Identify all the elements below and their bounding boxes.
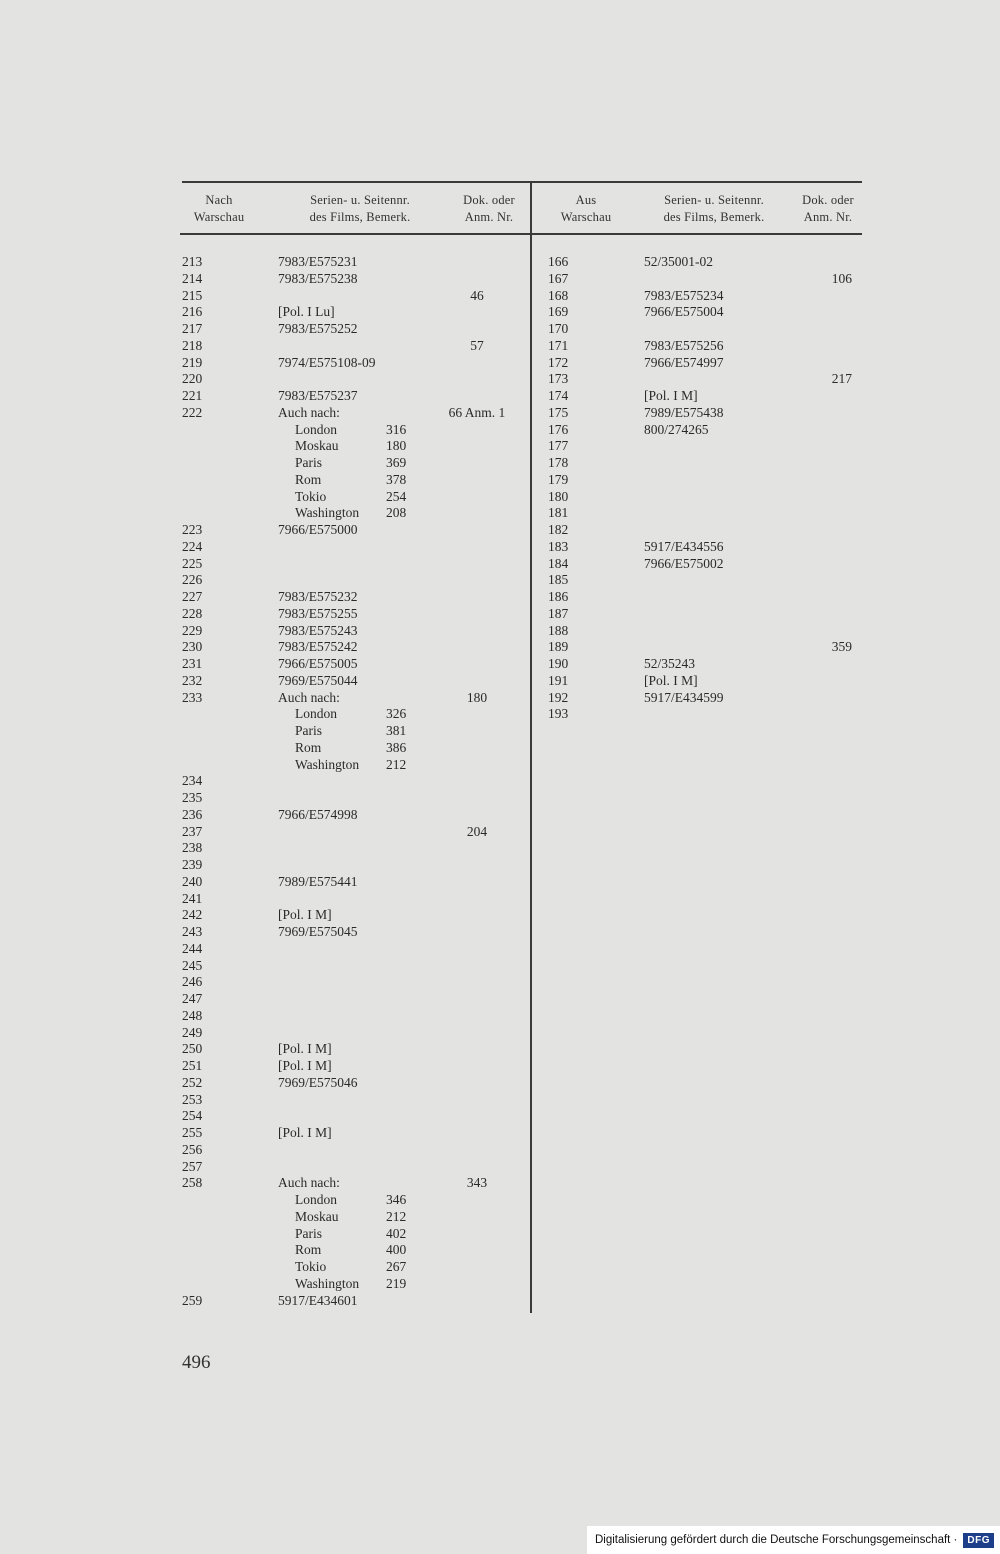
serien-nr: 7983/E575243 [278, 622, 358, 638]
table-row [0, 338, 1000, 355]
aus-number: 182 [548, 522, 569, 537]
table-row [0, 271, 1000, 288]
table-row [0, 639, 1000, 656]
aus-number: 191 [548, 672, 569, 688]
nach-number: 242 [182, 907, 203, 923]
serien-nr: 7966/E574998 [278, 806, 358, 822]
table-row [0, 656, 1000, 673]
city-name: Rom [295, 739, 322, 755]
serien-nr: 7966/E575005 [278, 656, 358, 671]
serien-nr-2: 800/274265 [644, 421, 709, 437]
table-row [0, 1041, 1000, 1058]
serien-nr: 7989/E575441 [278, 873, 358, 889]
nach-number: 258 [182, 1175, 203, 1191]
city-number: 180 [386, 438, 407, 454]
serien-nr-2: 52/35243 [644, 656, 696, 671]
table-row [0, 371, 1000, 388]
serien-nr-2: 52/35001-02 [644, 254, 713, 269]
serien-nr-2: [Pol. I M] [644, 672, 698, 688]
nach-number: 231 [182, 656, 203, 671]
table-row [0, 891, 1000, 908]
serien-nr-2: 7966/E575004 [644, 304, 724, 320]
header-aus [548, 192, 624, 226]
table-row [0, 740, 1000, 757]
table-row [0, 974, 1000, 991]
aus-number: 186 [548, 589, 569, 604]
aus-number: 179 [548, 471, 569, 487]
header-serien [278, 192, 442, 226]
table-row [0, 874, 1000, 891]
table-body [0, 254, 1000, 1309]
serien-nr-2: 7966/E574997 [644, 354, 724, 370]
aus-number: 189 [548, 639, 569, 655]
table-row [0, 1092, 1000, 1109]
table-row [0, 288, 1000, 305]
table-row [0, 773, 1000, 790]
dok-nr-2: 359 [831, 639, 852, 655]
table-row [0, 522, 1000, 539]
city-name: Tokio [295, 488, 327, 504]
nach-number: 250 [182, 1041, 203, 1057]
table-row [0, 1058, 1000, 1075]
serien-nr: 7969/E575044 [278, 672, 358, 688]
serien-nr: [Pol. I Lu] [278, 304, 335, 320]
table-row [0, 1108, 1000, 1125]
table-row [0, 1276, 1000, 1293]
aus-number: 171 [548, 337, 569, 353]
header-serien2-line2: des Films, Bemerk. [663, 210, 765, 224]
table-row [0, 304, 1000, 321]
header-serien-line1: Serien- u. Seitennr. [310, 193, 410, 207]
nach-number: 219 [182, 354, 203, 370]
aus-number: 193 [548, 706, 569, 722]
nach-number: 225 [182, 555, 203, 571]
nach-number: 217 [182, 321, 203, 336]
nach-number: 256 [182, 1141, 203, 1157]
table-row [0, 388, 1000, 405]
dok-nr: 46 [470, 287, 484, 303]
nach-number: 252 [182, 1074, 203, 1090]
city-number: 346 [386, 1192, 407, 1207]
table-row [0, 924, 1000, 941]
nach-number: 233 [182, 689, 203, 705]
aus-number: 188 [548, 622, 569, 638]
serien-nr: 7983/E575255 [278, 605, 358, 621]
header-dok-line2: Anm. Nr. [464, 210, 514, 224]
aus-number: 192 [548, 689, 569, 705]
city-number: 219 [386, 1275, 407, 1291]
serien-nr: [Pol. I M] [278, 1041, 332, 1057]
city-number: 400 [386, 1242, 407, 1258]
table-row [0, 1075, 1000, 1092]
serien-nr: 7974/E575108-09 [278, 354, 376, 370]
nach-number: 253 [182, 1091, 203, 1107]
city-number: 316 [386, 421, 407, 437]
table-row [0, 757, 1000, 774]
city-name: Washington [295, 1275, 360, 1291]
nach-number: 232 [182, 672, 203, 688]
table-row [0, 1293, 1000, 1310]
city-number: 402 [386, 1225, 407, 1241]
header-serien2 [638, 192, 790, 226]
nach-number: 226 [182, 572, 203, 588]
serien-nr-2: 5917/E434556 [644, 538, 724, 554]
table-row [0, 673, 1000, 690]
header-serien2-line1: Serien- u. Seitennr. [664, 193, 764, 207]
aus-number: 181 [548, 505, 569, 521]
table-row [0, 723, 1000, 740]
serien-nr-2: 7989/E575438 [644, 404, 724, 420]
nach-number: 244 [182, 940, 203, 956]
dok-nr: 66 Anm. 1 [448, 404, 506, 420]
nach-number: 234 [182, 773, 203, 789]
city-number: 208 [386, 505, 407, 521]
aus-number: 166 [548, 254, 569, 269]
table-row [0, 355, 1000, 372]
header-aus-line1: Aus [575, 193, 597, 207]
aus-number: 184 [548, 555, 569, 571]
table-row [0, 1175, 1000, 1192]
serien-nr: [Pol. I M] [278, 907, 332, 923]
aus-number: 190 [548, 656, 569, 671]
serien-nr: 7969/E575046 [278, 1074, 358, 1090]
serien-nr: [Pol. I M] [278, 1125, 332, 1140]
table-row [0, 1242, 1000, 1259]
table-row [0, 1025, 1000, 1042]
table-row [0, 422, 1000, 439]
city-name: Washington [295, 756, 360, 772]
city-name: Tokio [295, 1259, 327, 1274]
serien-nr: Auch nach: [278, 689, 340, 705]
aus-number: 168 [548, 287, 569, 303]
city-name: London [295, 421, 337, 437]
table-row [0, 489, 1000, 506]
serien-nr: Auch nach: [278, 1175, 340, 1191]
city-number: 326 [386, 706, 407, 722]
nach-number: 245 [182, 957, 203, 973]
aus-number: 183 [548, 538, 569, 554]
aus-number: 178 [548, 455, 569, 470]
table-row [0, 790, 1000, 807]
nach-number: 218 [182, 337, 203, 353]
dok-nr: 343 [466, 1175, 488, 1191]
table-row [0, 958, 1000, 975]
header-dok2 [788, 192, 868, 226]
nach-number: 255 [182, 1125, 203, 1140]
serien-nr: 7969/E575045 [278, 924, 358, 939]
serien-nr: 7983/E575232 [278, 589, 358, 604]
aus-number: 187 [548, 605, 569, 621]
aus-number: 167 [548, 270, 569, 286]
city-number: 212 [386, 756, 407, 772]
serien-nr-2: 5917/E434599 [644, 689, 724, 705]
dok-nr-2: 217 [831, 371, 852, 387]
table-row [0, 405, 1000, 422]
nach-number: 213 [182, 254, 203, 269]
dok-nr: 204 [466, 823, 488, 839]
nach-number: 216 [182, 304, 203, 320]
dok-nr: 57 [470, 337, 484, 353]
nach-number: 257 [182, 1158, 203, 1174]
aus-number: 176 [548, 421, 569, 437]
city-name: London [295, 1192, 337, 1207]
table-row [0, 438, 1000, 455]
city-number: 378 [386, 471, 407, 487]
table-row [0, 1209, 1000, 1226]
city-number: 254 [386, 488, 407, 504]
aus-number: 175 [548, 404, 569, 420]
serien-nr: [Pol. I M] [278, 1058, 332, 1073]
nach-number: 222 [182, 404, 203, 420]
serien-nr-2: [Pol. I M] [644, 388, 698, 403]
nach-number: 229 [182, 622, 203, 638]
header-dok2-line2: Anm. Nr. [803, 210, 853, 224]
table-row [0, 455, 1000, 472]
city-name: Paris [295, 1225, 322, 1241]
city-number: 381 [386, 723, 407, 738]
nach-number: 220 [182, 371, 203, 387]
city-name: Rom [295, 1242, 322, 1258]
top-rule [182, 181, 862, 183]
nach-number: 241 [182, 890, 203, 906]
table-row [0, 539, 1000, 556]
city-name: Washington [295, 505, 360, 521]
table-row [0, 572, 1000, 589]
table-row [0, 589, 1000, 606]
aus-number: 170 [548, 321, 569, 336]
table-row [0, 824, 1000, 841]
nach-number: 251 [182, 1058, 203, 1073]
serien-nr: 7983/E575242 [278, 639, 358, 655]
aus-number: 177 [548, 438, 569, 454]
nach-number: 221 [182, 388, 203, 403]
city-name: Moskau [295, 438, 339, 454]
nach-number: 259 [182, 1292, 203, 1308]
table-row [0, 505, 1000, 522]
table-row [0, 840, 1000, 857]
city-number: 267 [386, 1259, 407, 1274]
table-row [0, 706, 1000, 723]
aus-number: 169 [548, 304, 569, 320]
dok-nr: 180 [466, 689, 488, 705]
serien-nr: Auch nach: [278, 404, 340, 420]
header-rule [180, 233, 862, 235]
serien-nr: 5917/E434601 [278, 1292, 358, 1308]
aus-number: 180 [548, 488, 569, 504]
table-row [0, 690, 1000, 707]
table-row [0, 606, 1000, 623]
table-row [0, 472, 1000, 489]
header-nach-line2: Warschau [193, 210, 245, 224]
table-row [0, 1192, 1000, 1209]
serien-nr: 7983/E575238 [278, 270, 358, 286]
header-serien-line2: des Films, Bemerk. [309, 210, 411, 224]
table-row [0, 623, 1000, 640]
serien-nr: 7983/E575252 [278, 321, 358, 336]
nach-number: 230 [182, 639, 203, 655]
table-row [0, 254, 1000, 271]
city-name: Rom [295, 471, 322, 487]
nach-number: 224 [182, 538, 203, 554]
table-row [0, 991, 1000, 1008]
table-row [0, 321, 1000, 338]
header-aus-line2: Warschau [560, 210, 612, 224]
table-row [0, 857, 1000, 874]
aus-number: 173 [548, 371, 569, 387]
serien-nr: 7966/E575000 [278, 522, 358, 537]
nach-number: 227 [182, 589, 203, 604]
header-nach [182, 192, 256, 226]
aus-number: 185 [548, 572, 569, 588]
city-number: 212 [386, 1208, 407, 1224]
nach-number: 236 [182, 806, 203, 822]
header-dok2-line1: Dok. oder [802, 193, 854, 207]
nach-number: 235 [182, 790, 203, 805]
nach-number: 246 [182, 974, 203, 990]
header-dok-line1: Dok. oder [463, 193, 515, 207]
nach-number: 243 [182, 924, 203, 939]
nach-number: 237 [182, 823, 203, 839]
nach-number: 239 [182, 857, 203, 872]
nach-number: 215 [182, 287, 203, 303]
serien-nr-2: 7983/E575234 [644, 287, 724, 303]
footer-text: Digitalisierung gefördert durch die Deutsche Forschungsgemeinschaft · [594, 1534, 958, 1546]
aus-number: 174 [548, 388, 569, 403]
city-name: Paris [295, 455, 322, 470]
table-row [0, 1159, 1000, 1176]
header-nach-line1: Nach [205, 193, 233, 207]
nach-number: 214 [182, 270, 203, 286]
table-row [0, 807, 1000, 824]
table-row [0, 1142, 1000, 1159]
footer-banner [587, 1526, 1000, 1554]
city-number: 369 [386, 455, 407, 470]
table-row [0, 941, 1000, 958]
table-row [0, 907, 1000, 924]
nach-number: 228 [182, 605, 203, 621]
table-row [0, 1008, 1000, 1025]
page-number: 496 [182, 1352, 211, 1373]
table-row [0, 556, 1000, 573]
serien-nr: 7983/E575237 [278, 388, 358, 403]
header-dok [446, 192, 532, 226]
table-row [0, 1226, 1000, 1243]
city-name: Paris [295, 723, 322, 738]
nach-number: 240 [182, 873, 203, 889]
nach-number: 248 [182, 1007, 203, 1023]
city-number: 386 [386, 739, 407, 755]
dfg-logo: DFG [963, 1533, 994, 1548]
nach-number: 238 [182, 840, 203, 856]
nach-number: 249 [182, 1024, 203, 1040]
nach-number: 254 [182, 1108, 203, 1124]
table-row [0, 1125, 1000, 1142]
table-row [0, 1259, 1000, 1276]
aus-number: 172 [548, 354, 569, 370]
nach-number: 223 [182, 522, 203, 537]
serien-nr-2: 7983/E575256 [644, 337, 724, 353]
nach-number: 247 [182, 991, 203, 1006]
serien-nr: 7983/E575231 [278, 254, 358, 269]
serien-nr-2: 7966/E575002 [644, 555, 724, 571]
city-name: London [295, 706, 337, 722]
city-name: Moskau [295, 1208, 339, 1224]
dok-nr-2: 106 [831, 270, 852, 286]
